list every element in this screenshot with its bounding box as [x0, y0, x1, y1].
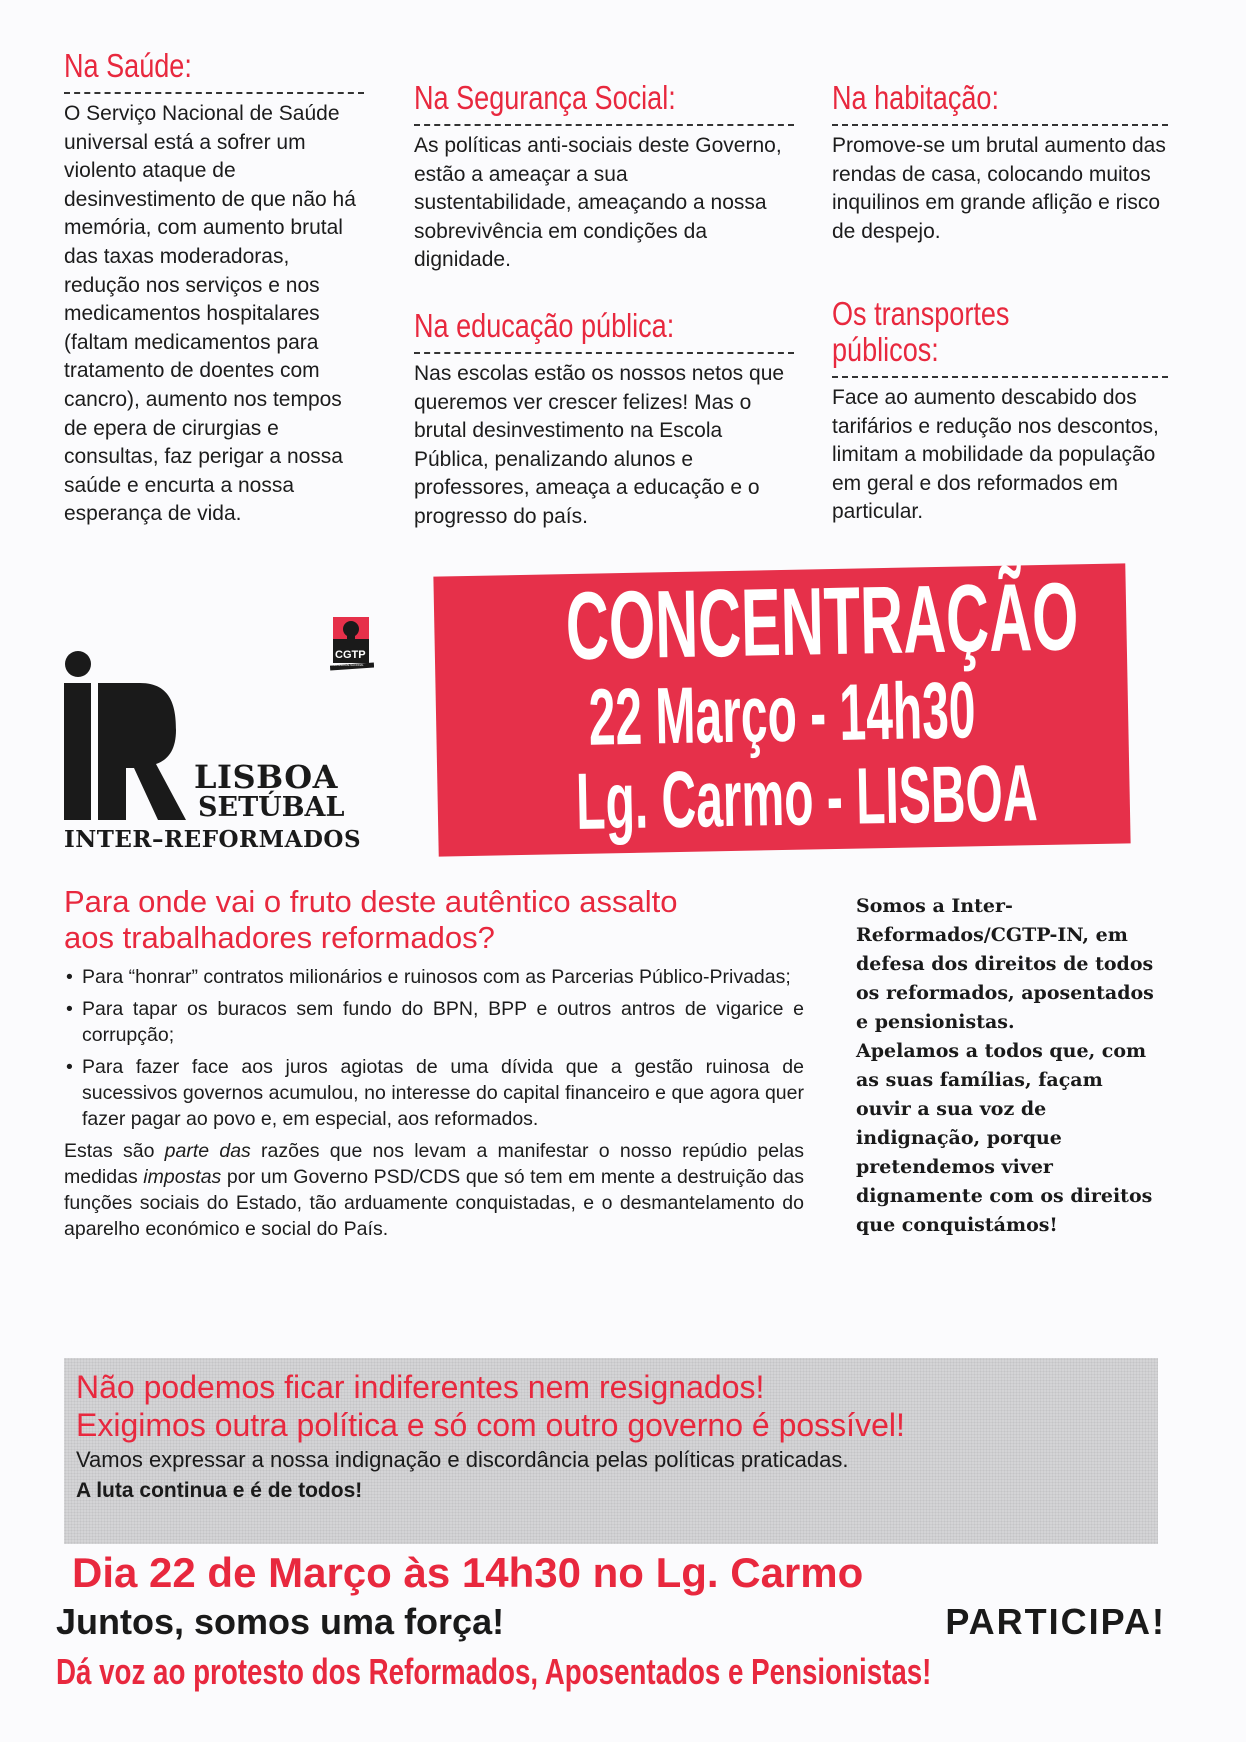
- callout-line-1: Não podemos ficar indiferentes nem resignados!: [76, 1369, 765, 1405]
- ir-city-setubal: SETÚBAL: [198, 792, 345, 823]
- reason-item: • Para tapar os buracos sem fundo do BPN, BPP e outros antros de vigarice e corrupção;: [64, 996, 804, 1048]
- section-body: O Serviço Nacional de Saúde universal está a sofrer um violento ataque de desinvestimento de que não há memória, com aumento brutal das taxas moderadoras, redução nos serviços e nos medicamentos hospitalares (faltam medicamentos para tratamento de doentes com cancro), aumento nos tempos de epera de cirurgias e consultas, faz perigar a nossa saúde e encurta a nossa esperança de vida.: [64, 102, 356, 526]
- footer-voice: [56, 1650, 1166, 1694]
- cgtp-logo-subtext: INTERSINDICAL NACIONAL: [330, 664, 364, 667]
- callout-line-4: A luta continua e é de todos!: [76, 1479, 363, 1502]
- callout-box: [64, 1358, 1158, 1544]
- inter-reformados-logo: [64, 650, 374, 860]
- section-body: Promove-se um brutal aumento das rendas de casa, colocando muitos inquilinos em grande aflição e risco de despejo.: [832, 134, 1166, 243]
- section-seguranca-social: [414, 80, 794, 275]
- divider: [832, 124, 1168, 126]
- section-body: Nas escolas estão os nossos netos que queremos ver crescer felizes! Mas o brutal desinvestimento na Escola Pública, penalizando alunos e professores, ameaça a educação e o progresso do país.: [414, 362, 785, 528]
- section-body: Face ao aumento descabido dos tarifários e redução nos descontos, limitam a mobilidade da população em geral e dos reformados em particular.: [832, 386, 1159, 524]
- section-saude: [64, 48, 370, 529]
- closing-text-2: razões que nos levam a manifestar o nosso repúdio pelas medidas: [64, 1140, 805, 1188]
- ir-logo-mark-icon: [64, 650, 194, 830]
- ir-name: INTER–REFORMADOS: [64, 826, 362, 853]
- banner-location: Lg. Carmo - LISBOA: [575, 748, 1039, 846]
- question-title-line2: aos trabalhadores reformados?: [64, 920, 495, 955]
- section-transportes: [832, 296, 1172, 527]
- closing-paragraph: [64, 1138, 804, 1242]
- banner-date-time: 22 Março - 14h30: [587, 665, 977, 762]
- section-title: Na habitação:: [832, 79, 999, 116]
- sidebar-para-appeal: Apelamos a todos que, com as suas famílias, façam ouvir a sua voz de indignação, porque pretendemos viver dignamente com os direitos que conquistámos!: [856, 1040, 1153, 1236]
- question-title-line1: Para onde vai o fruto deste autêntico assalto: [64, 884, 678, 919]
- divider: [414, 352, 794, 354]
- callout-line-3: Vamos expressar a nossa indignação e discordância pelas políticas praticadas.: [76, 1447, 849, 1472]
- divider: [64, 92, 364, 94]
- footer-participa: PARTICIPA!: [945, 1601, 1166, 1642]
- callout-line-2: Exigimos outra política e só com outro governo é possível!: [76, 1407, 905, 1443]
- sidebar-statement: [856, 892, 1156, 1240]
- closing-text-3: por um Governo PSD/CDS que só tem em mente a destruição das funções sociais do Estado, tão arduamente conquistadas, e o desmantelamento do aparelho económico e social do País.: [64, 1166, 805, 1240]
- ir-city-lisboa: LISBOA: [194, 758, 338, 796]
- cgtp-logo-text: CGTP: [335, 649, 366, 661]
- footer-date-line: Dia 22 de Março às 14h30 no Lg. Carmo: [72, 1549, 864, 1596]
- closing-emphasis-2: impostas: [143, 1166, 222, 1188]
- footer-voice-text: Dá voz ao protesto dos Reformados, Aposentados e Pensionistas!: [56, 1651, 932, 1692]
- divider: [832, 376, 1168, 378]
- section-title: Na Segurança Social:: [414, 79, 676, 116]
- reason-item: • Para fazer face aos juros agiotas de uma dívida que a gestão ruinosa de sucessivos governos acumulou, no interesse do capital financeiro e que agora quer fazer pagar ao povo e, em especial, aos reformados.: [64, 1054, 804, 1132]
- closing-emphasis-1: parte das: [164, 1140, 251, 1162]
- banner-title: CONCENTRAÇÃO: [564, 563, 1080, 681]
- section-title-line2: públicos:: [832, 331, 939, 368]
- divider: [414, 124, 794, 126]
- event-banner: [433, 563, 1130, 856]
- section-body: As políticas anti-sociais deste Governo, estão a ameaçar a sua sustentabilidade, ameaçando a nossa sobrevivência em condições da dignidade.: [414, 134, 782, 272]
- question-section: [64, 884, 804, 1242]
- section-title-line1: Os transportes: [832, 295, 1010, 332]
- footer-together-line: [56, 1600, 1166, 1644]
- closing-text-1: Estas são: [64, 1140, 165, 1162]
- footer-together: Juntos, somos uma força!: [56, 1601, 505, 1642]
- section-title: Na Saúde:: [64, 47, 192, 84]
- section-habitacao: [832, 80, 1172, 246]
- sidebar-para-who: Somos a Inter-Reformados/CGTP-IN, em defesa dos direitos de todos os reformados, aposentados e pensionistas.: [856, 895, 1154, 1033]
- section-educacao: [414, 308, 794, 532]
- section-title: Na educação pública:: [414, 307, 675, 344]
- reasons-list: [64, 964, 804, 1132]
- reason-item: • Para “honrar” contratos milionários e ruinosos com as Parcerias Público-Privadas;: [64, 964, 804, 990]
